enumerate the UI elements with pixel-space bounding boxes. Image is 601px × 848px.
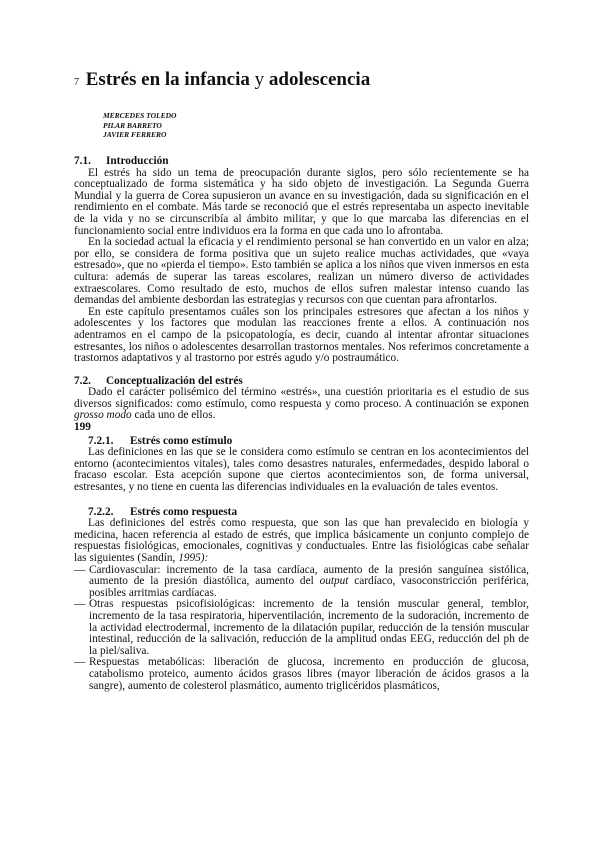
subsection-title: Estrés como respuesta — [130, 505, 238, 518]
document-body — [74, 156, 529, 692]
subsection-title: Estrés como estímulo — [130, 434, 233, 447]
paragraph: Las definiciones del estrés como respuesta, que son las que han prevalecido en biología y medicina, hacen referencia al estado de estrés, que implica básicamente un conjunto complejo de respuestas fisiológicas, emocionales, cognitivas y conductuales. Entre las fisiológicas cabe señalar las siguientes (Sandín, 1995): — [74, 517, 529, 564]
page-number: 199 — [74, 421, 91, 434]
chapter-title-part-1: Estrés en la infancia — [85, 69, 250, 90]
paragraph: En la sociedad actual la eficacia y el rendimiento personal se han convertido en un valor en alza; por ello, se considera de forma positiva que un sujeto realice muchas actividades, que «vaya estresado», que no «pierda el tiempo». Esto también se aplica a los niños que viven inmersos en esta cultura: además de superar las tareas escolares, realizan un número diverso de actividades extraescolares. Como resultado de esto, muchos de ellos sufren malestar intenso cuando las demandas del ambiente desbordan las estrategias y recursos con que cuentan para afrontarlos. — [74, 236, 529, 307]
paragraph: Las definiciones en las que se le considera como estímulo se centran en los acontecimientos del entorno (acontecimientos vitales), tales como desastres naturales, enfermedades, despido laboral o fracaso escolar. Esta acepción supone que ciertos acontecimientos son, de forma universal, estresantes, y no tiene en cuenta las diferencias individuales en la evaluación de tales eventos. — [74, 446, 529, 494]
author: PILAR BARRETO — [103, 120, 162, 130]
dash-bullet: — — [74, 656, 86, 669]
chapter-title-part-2: adolescencia — [268, 69, 371, 90]
list-item: — Respuestas metabólicas: liberación de glucosa, incremento en producción de glucosa, catabolismo proteico, aumento ácidos grasos libres (mayor liberación de ácidos grasos a la sangre), aumento de colesterol plasmático, aumento triglicéridos plasmáticos, — [74, 656, 529, 692]
section-title: Conceptualización del estrés — [106, 374, 243, 387]
paragraph: En este capítulo presentamos cuáles son los principales estresores que afectan a los niños y adolescentes y los factores que modulan las reacciones frente a ellos. A continuación nos adentramos en el campo de la psicopatología, es decir, cuando al intentar afrontar situaciones estresantes, los niños o adolescentes desarrollan trastornos mentales. Nos referimos concretamente a trastornos adaptativos y al trastorno por estrés agudo y/o postraumático. — [74, 305, 529, 365]
list-item: — Otras respuestas psicofisiológicas: incremento de la tensión muscular general, temblor, incremento de la tasa respiratoria, hiperventilación, incremento de la sudoración, incremento de la actividad electrodermal, incremento de la dilatación pupilar, reducción de la tensión muscular intestinal, reducción de la salivación, reducción de la amplitud ondas EEG, reducción del ph de la piel/saliva. — [74, 598, 529, 657]
author-list — [103, 111, 176, 140]
italic-term: grosso modo — [74, 409, 132, 422]
section-number: 7.2. — [74, 374, 91, 387]
dash-bullet: — — [74, 563, 86, 576]
response-list — [74, 565, 529, 693]
italic-term: output — [319, 575, 349, 588]
list-item: — Cardiovascular: incremento de la tasa cardíaca, aumento de la presión sanguínea sistólica, aumento de la presión diastólica, aumento del output cardíaco, vasoconstricción periférica, posibles arritmias cardíacas. — [74, 563, 529, 599]
section-number: 7.1. — [74, 155, 91, 167]
section-title: Introducción — [106, 155, 169, 167]
subsection-number: 7.2.2. — [88, 505, 114, 518]
chapter-number: 7 — [74, 77, 79, 88]
chapter-heading — [74, 68, 370, 95]
author: MERCEDES TOLEDO — [103, 111, 177, 120]
chapter-title-conjunction: y — [254, 69, 265, 90]
paragraph: El estrés ha sido un tema de preocupación durante siglos, pero sólo recientemente se ha conceptualizado de forma sistemática y ha sido objeto de investigación. La Segunda Guerra Mundial y la guerra de Corea supusieron un avance en su investigación, dada su significación en el rendimiento en el combate. Más tarde se reconoció que el estrés representaba un aspecto inevitable de la vida y no se circunscribía al ámbito militar, y que lo que marcaba las diferencias en el funcionamiento social entre individuos era la forma en que cada uno lo afrontaba. — [74, 166, 529, 237]
author: JAVIER FERRERO — [103, 130, 167, 139]
citation-year: 1995): — [178, 552, 209, 564]
section-heading — [74, 156, 529, 168]
subsection-number: 7.2.1. — [88, 434, 114, 447]
paragraph: Dado el carácter polisémico del término «estrés», una cuestión prioritaria es el estudio de sus diversos significados: como estímulo, como respuesta y como proceso. A continuación se exponen grosso modo cada uno de ellos. — [74, 386, 529, 422]
dash-bullet: — — [74, 598, 86, 611]
